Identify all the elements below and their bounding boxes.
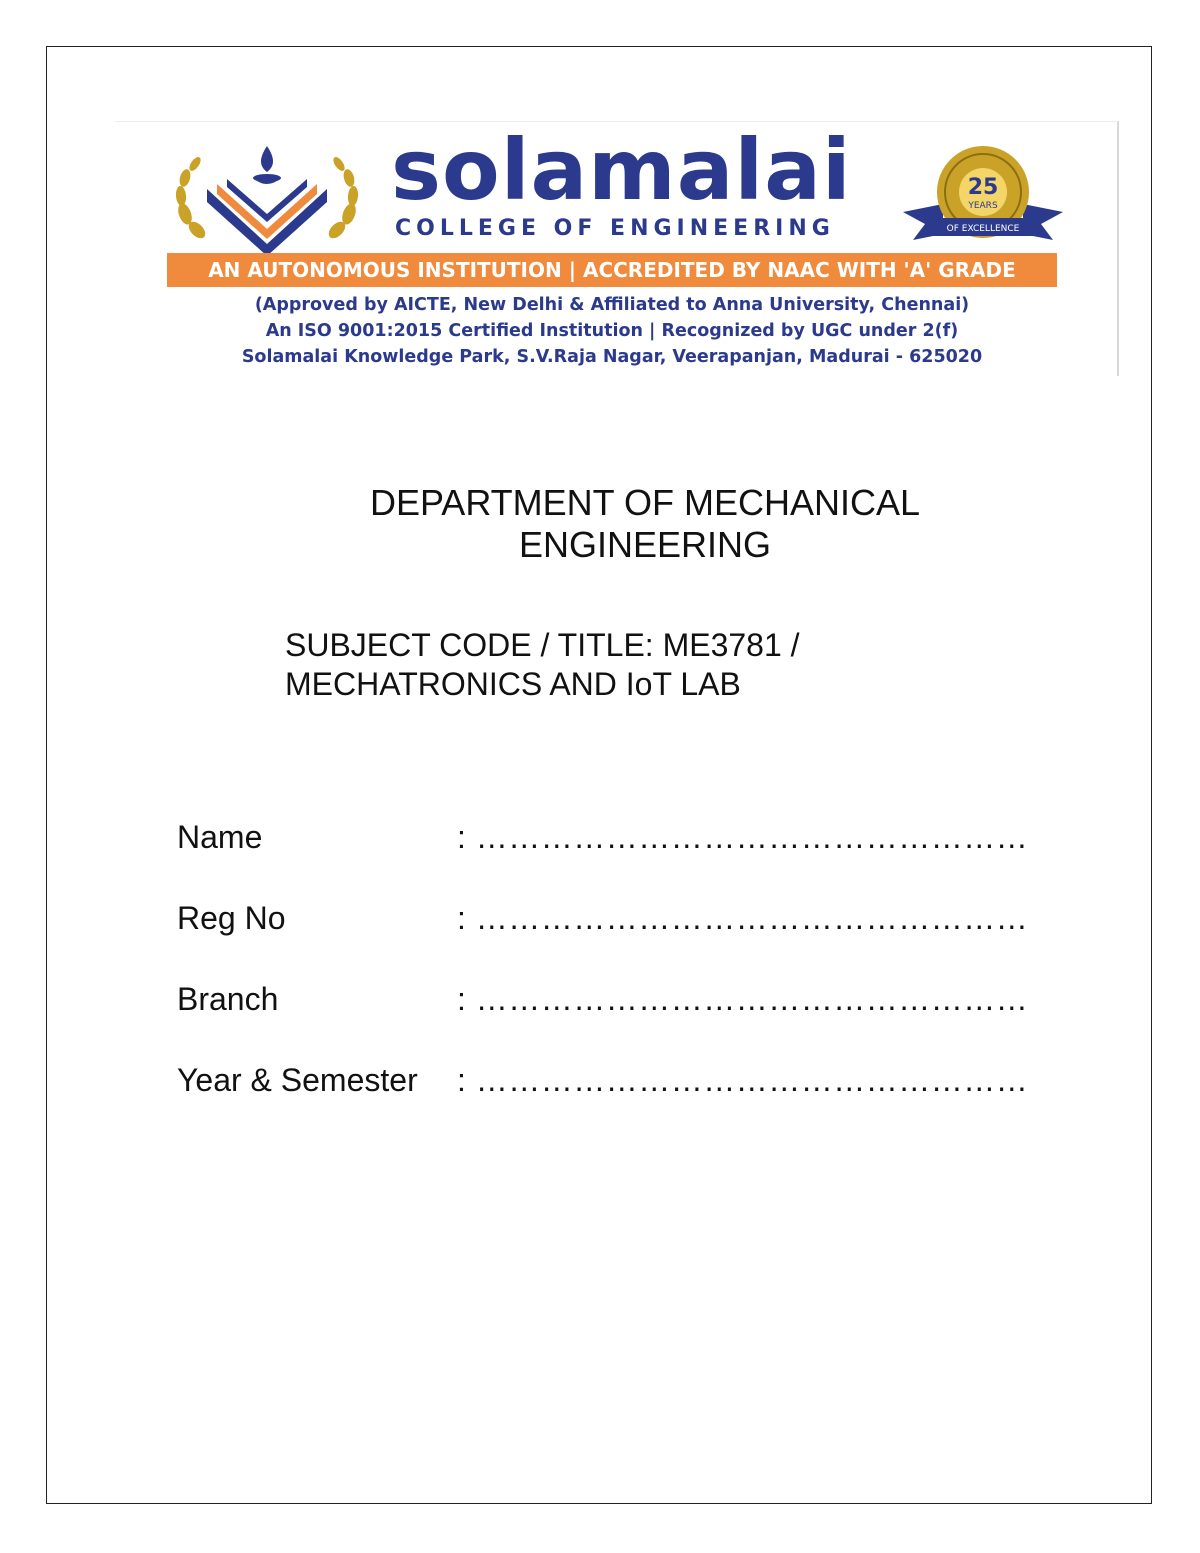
approval-line: (Approved by AICTE, New Delhi & Affiliated to Anna University, Chennai): [254, 295, 970, 315]
field-blank: : ……………………………………………: [457, 900, 1029, 936]
approval-lines: [167, 292, 1057, 370]
college-brand-subtitle: COLLEGE OF ENGINEERING: [395, 216, 835, 241]
seal-unit: YEARS: [968, 201, 998, 211]
field-label: Branch: [177, 981, 279, 1017]
accreditation-band: AN AUTONOMOUS INSTITUTION | ACCREDITED BY NAAC WITH 'A' GRADE: [167, 253, 1057, 287]
field-row-branch: [177, 979, 1027, 1019]
college-header-banner: [115, 121, 1119, 376]
field-label: Reg No: [177, 900, 286, 936]
approval-line: Solamalai Knowledge Park, S.V.Raja Nagar, Veerapanjan, Madurai - 625020: [241, 347, 983, 367]
seal-number: 25: [967, 175, 999, 200]
anniversary-seal-icon: [903, 142, 1063, 252]
subject-line: SUBJECT CODE / TITLE: ME3781 /: [285, 627, 800, 663]
department-title-line: DEPARTMENT OF MECHANICAL: [369, 482, 921, 523]
college-brand-name: solamalai: [391, 121, 852, 219]
field-blank: : ……………………………………………: [457, 981, 1029, 1017]
subject-code-title: [285, 626, 985, 704]
field-row-year-semester: [177, 1060, 1027, 1100]
approval-line: An ISO 9001:2015 Certified Institution | Recognized by UGC under 2(f): [265, 321, 959, 341]
field-label: Year & Semester: [177, 1062, 418, 1098]
field-blank: : ……………………………………………: [457, 819, 1029, 855]
field-row-name: [177, 817, 1027, 857]
field-blank: : ……………………………………………: [457, 1062, 1029, 1098]
seal-ribbon-text: OF EXCELLENCE: [946, 224, 1020, 234]
college-emblem-icon: [167, 144, 367, 254]
department-title-line: ENGINEERING: [518, 524, 772, 565]
field-label: Name: [177, 819, 263, 855]
subject-line: MECHATRONICS AND IoT LAB: [285, 666, 741, 702]
field-row-reg-no: [177, 898, 1027, 938]
department-title: [300, 482, 990, 566]
